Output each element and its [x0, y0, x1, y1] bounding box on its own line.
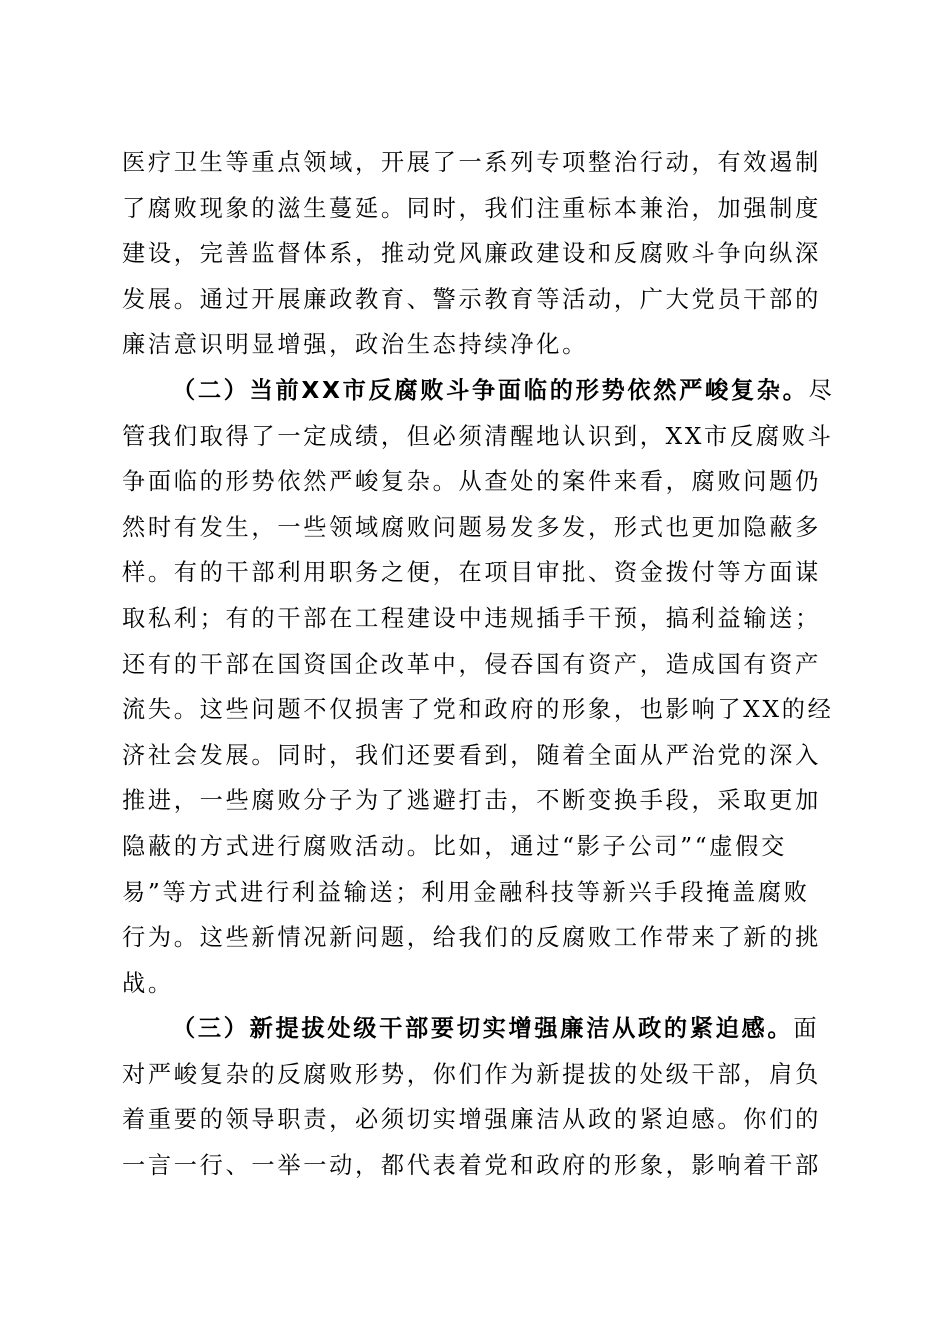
text-line: 取私利；有的干部在工程建设中违规插手干预，搞利益输送； [122, 604, 821, 632]
text-line: 发展。通过开展廉政教育、警示教育等活动，广大党员干部的 [122, 285, 821, 313]
document-body [122, 140, 835, 1189]
text-line: 对严峻复杂的反腐败形势，你们作为新提拔的处级干部，肩负 [122, 1060, 821, 1088]
section-heading-3: （三）新提拔处级干部要切实增强廉洁从政的紧迫感。 [172, 1015, 794, 1043]
text-line: 管我们取得了一定成绩，但必须清醒地认识到，XX市反腐败斗 [122, 422, 834, 450]
heading-continuation: 尽 [808, 376, 835, 404]
text-line: 行为。这些新情况新问题，给我们的反腐败工作带来了新的挑 [122, 924, 821, 952]
paragraph-first-line [122, 1006, 828, 1052]
paragraph-1 [122, 140, 828, 368]
text-line: 着重要的领导职责，必须切实增强廉洁从政的紧迫感。你们的 [122, 1106, 821, 1134]
text-line: 医疗卫生等重点领域，开展了一系列专项整治行动，有效遏制 [122, 149, 821, 176]
text-line: 流失。这些问题不仅损害了党和政府的形象，也影响了XX的经 [122, 696, 834, 724]
text-line: 争面临的形势依然严峻复杂。从查处的案件来看，腐败问题仍 [122, 468, 821, 496]
paragraph-3 [122, 1006, 828, 1188]
text-line: 易”等方式进行利益输送；利用金融科技等新兴手段掩盖腐败 [122, 878, 810, 906]
paragraph-2 [122, 368, 835, 1006]
text-line: 隐蔽的方式进行腐败活动。比如，通过“影子公司”“虚假交 [122, 832, 787, 860]
text-line: 廉洁意识明显增强，政治生态持续净化。 [122, 331, 588, 359]
section-heading-2: （二）当前XX市反腐败斗争面临的形势依然严峻复杂。 [172, 376, 809, 404]
paragraph-first-line [122, 368, 835, 414]
text-line: 推进，一些腐败分子为了逃避打击，不断变换手段，采取更加 [122, 787, 821, 815]
text-line: 了腐败现象的滋生蔓延。同时，我们注重标本兼治，加强制度 [122, 194, 821, 222]
text-line: 济社会发展。同时，我们还要看到，随着全面从严治党的深入 [122, 741, 821, 769]
text-line: 然时有发生，一些领域腐败问题易发多发，形式也更加隐蔽多 [122, 513, 821, 541]
text-line: 样。有的干部利用职务之便，在项目审批、资金拨付等方面谋 [122, 559, 821, 587]
text-line: 一言一行、一举一动，都代表着党和政府的形象，影响着干部 [122, 1152, 821, 1180]
text-line: 还有的干部在国资国企改革中，侵吞国有资产，造成国有资产 [122, 650, 821, 678]
heading-continuation: 面 [793, 1015, 820, 1043]
text-line: 战。 [122, 969, 174, 997]
text-line: 建设，完善监督体系，推动党风廉政建设和反腐败斗争向纵深 [122, 240, 821, 268]
